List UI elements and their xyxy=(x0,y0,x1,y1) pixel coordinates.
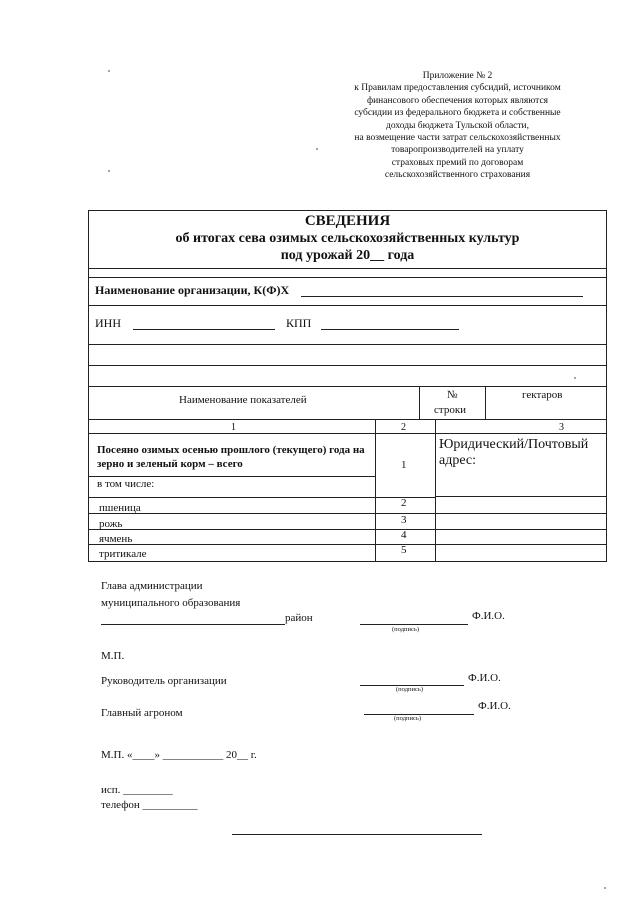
appendix-line: сельскохозяйственного страхования xyxy=(384,170,531,181)
col-header-hectares: гектаров xyxy=(522,389,563,401)
appendix-line: доходы бюджета Тульской области, xyxy=(385,120,530,131)
org-name-field[interactable] xyxy=(301,296,583,297)
signature-hint: (подпись) xyxy=(396,686,423,693)
signature-hint: (подпись) xyxy=(392,626,419,633)
appendix-line: на возмещение части затрат сельскохозяйственных xyxy=(354,133,561,144)
row-label-rye: рожь xyxy=(99,518,123,530)
head-admin-label: Глава администрации xyxy=(101,580,203,592)
org-name-label: Наименование организации, К(Ф)Х xyxy=(95,283,290,297)
inn-label: ИНН xyxy=(95,316,121,330)
col-header-row-no2: строки xyxy=(434,404,467,416)
row-label-total: Посеяно озимых осенью прошлого (текущего) года на зерно и зеленый корм – всего xyxy=(97,444,365,470)
appendix-header xyxy=(330,70,585,182)
divider xyxy=(89,277,606,278)
row-label-triticale: тритикале xyxy=(99,548,147,560)
row-label-barley: ячмень xyxy=(99,533,133,545)
col-header-indicators: Наименование показателей xyxy=(179,394,307,406)
fio-label: Ф.И.О. xyxy=(478,700,511,712)
row-number: 3 xyxy=(401,514,407,526)
col-number-3: 3 xyxy=(559,422,564,433)
scan-speck xyxy=(108,70,110,72)
scan-speck xyxy=(574,377,576,379)
report-form xyxy=(88,210,607,562)
scan-speck xyxy=(604,887,606,889)
appendix-line: товаропроизводителей на уплату xyxy=(391,145,524,156)
divider xyxy=(89,433,606,434)
divider xyxy=(89,529,606,530)
divider xyxy=(89,476,375,477)
scan-speck xyxy=(108,170,110,172)
fio-label: Ф.И.О. xyxy=(468,672,501,684)
row-label-wheat: пшеница xyxy=(99,502,141,514)
appendix-line: к Правилам предоставления субсидий, источником xyxy=(354,83,561,94)
divider xyxy=(89,419,606,420)
appendix-line: Приложение № 2 xyxy=(422,71,493,81)
divider xyxy=(89,344,606,345)
col-divider xyxy=(435,419,436,561)
appendix-line: финансового обеспечения которых являются xyxy=(366,95,549,106)
signature-hint: (подпись) xyxy=(394,715,421,722)
col-header-row-no: № xyxy=(447,389,458,401)
kpp-label: КПП xyxy=(286,316,312,330)
district-field[interactable] xyxy=(101,624,285,625)
col-divider xyxy=(375,419,376,561)
kpp-field[interactable] xyxy=(321,329,459,330)
row-number: 5 xyxy=(401,544,407,556)
district-label: район xyxy=(285,612,313,624)
appendix-line: субсидии из федерального бюджета и собственные xyxy=(354,108,561,119)
scan-speck xyxy=(316,148,318,150)
divider xyxy=(89,305,606,306)
divider xyxy=(89,497,435,498)
row-number: 4 xyxy=(401,529,407,541)
col-number-1: 1 xyxy=(231,422,236,433)
legal-address-label: Юридический/Почтовый адрес: xyxy=(439,437,589,468)
divider xyxy=(89,268,606,269)
appendix-line: страховых премий по договорам xyxy=(391,157,524,168)
fio-label: Ф.И.О. xyxy=(472,610,505,622)
date-line[interactable]: М.П. «____» ___________ 20__ г. xyxy=(101,749,257,761)
form-subtitle: об итогах сева озимых сельскохозяйственных культур xyxy=(175,231,520,246)
col-divider xyxy=(485,386,486,419)
form-title: СВЕДЕНИЯ xyxy=(304,213,391,229)
stamp-place-label: М.П. xyxy=(101,650,125,662)
inn-field[interactable] xyxy=(133,329,275,330)
phone-field[interactable]: телефон __________ xyxy=(101,799,198,811)
form-harvest-year: под урожай 20__ года xyxy=(280,248,415,263)
col-divider xyxy=(419,386,420,419)
divider xyxy=(89,513,606,514)
bottom-rule xyxy=(232,834,482,835)
agronomist-label: Главный агроном xyxy=(101,707,183,719)
row-number: 2 xyxy=(401,497,407,509)
head-signature-field[interactable] xyxy=(360,624,468,625)
row-number: 1 xyxy=(401,459,407,471)
row-label-including: в том числе: xyxy=(97,478,155,490)
col-number-2: 2 xyxy=(401,422,406,433)
divider xyxy=(435,496,606,497)
divider xyxy=(89,544,606,545)
executor-field[interactable]: исп. _________ xyxy=(101,784,173,796)
divider xyxy=(89,386,606,387)
divider xyxy=(89,365,606,366)
municipality-label: муниципального образования xyxy=(101,597,241,609)
org-head-label: Руководитель организации xyxy=(101,675,227,687)
